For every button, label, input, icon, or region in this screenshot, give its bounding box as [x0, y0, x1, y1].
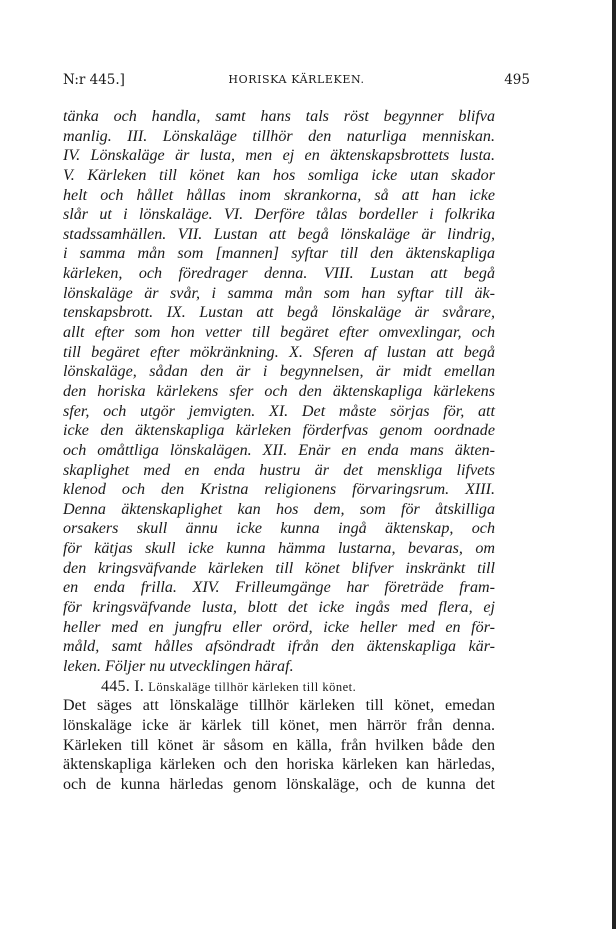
section-number: 445. — [101, 677, 130, 695]
text-line: heller med en jungfru eller orörd, icke heller med en för- — [63, 618, 495, 636]
text-line: Denna äktenskaplighet kan hos dem, som för åtskilliga — [63, 500, 495, 518]
section-title: Lönskaläge tillhör kärleken till könet. — [148, 679, 357, 694]
text-line: allt efter som hon vetter till begäret efter omvexlingar, och — [63, 324, 495, 342]
text-line: för kätjas skull icke kunna hämma lustarna, bevaras, om — [63, 540, 495, 558]
text-line: manlig. III. Lönskaläge tillhör den naturliga menniskan. — [63, 127, 495, 145]
text-line: i samma mån som [mannen] syftar till den äktenskapliga — [63, 245, 495, 263]
text-line: IV. Lönskaläge är lusta, men ej en äktenskapsbrottets lusta. — [63, 147, 495, 165]
page-number: 495 — [504, 72, 530, 88]
body-line: och de kunna härledas genom lönskaläge, och de kunna det — [63, 775, 495, 793]
section-number-label: N:r 445.] — [63, 72, 125, 88]
text-line: till begäret efter mökränkning. X. Sferen af lustan att begå — [63, 343, 495, 361]
body-line: äktenskapliga kärleken och den horiska kärleken kan härledas, — [63, 756, 495, 774]
text-line: och omåttliga lönskalägen. XII. Enär en enda mans äkten- — [63, 441, 495, 459]
text-line: klenod och den Kristna religionens förvaringsrum. XIII. — [63, 481, 495, 499]
text-line: för kringsväfvande lusta, blott det icke ingås med flera, ej — [63, 599, 495, 617]
text-line: lönskaläge är svår, i samma mån som han syftar till äk- — [63, 284, 495, 302]
text-line: kärleken, och föredrager denna. VIII. Lustan att begå — [63, 265, 495, 283]
text-line: icke den äktenskapliga kärleken förderfvas genom oordnade — [63, 422, 495, 440]
section-roman: I. — [134, 677, 144, 695]
text-line: stadssamhällen. VII. Lustan att begå lönskaläge är lindrig, — [63, 225, 495, 243]
text-line: tenskapsbrott. IX. Lustan att begå lönskaläge är svårare, — [63, 304, 495, 322]
text-line: skaplighet med en enda hustru är det menskliga lifvets — [63, 461, 495, 479]
italic-summary — [63, 107, 495, 677]
text-line: sfer, och utgör jemvigten. XI. Det måste sörjas för, att — [63, 402, 495, 420]
running-title: HORISKA KÄRLEKEN. — [228, 73, 365, 86]
text-line: måld, samt hålles afsöndradt ifrån den äktenskapliga kär- — [63, 638, 495, 656]
page-edge — [612, 0, 616, 929]
section-heading — [63, 677, 495, 697]
text-line: lönskaläge, sådan den är i begynnelsen, är midt emellan — [63, 363, 495, 381]
body-line: Kärleken till könet är såsom en källa, från hvilken både den — [63, 736, 495, 754]
text-line: slår ut i lönskaläge. VI. Derföre tålas bordeller i folkrika — [63, 206, 495, 224]
text-line: den kringsväfvande kärleken till könet blifver inskränkt till — [63, 559, 495, 577]
page-body — [63, 107, 495, 794]
text-line: leken. Följer nu utvecklingen häraf. — [63, 657, 294, 675]
text-line: en enda frilla. XIV. Frilleumgänge har företräde fram- — [63, 579, 495, 597]
body-line: Det säges att lönskaläge tillhör kärleken till könet, emedan — [63, 697, 495, 715]
text-line: helt och hållet hållas inom skrankorna, så att han icke — [63, 186, 495, 204]
text-line: orsakers skull ännu icke kunna ingå äktenskap, och — [63, 520, 495, 538]
text-line: tänka och handla, samt hans tals röst begynner blifva — [63, 108, 495, 125]
running-header — [63, 72, 530, 94]
body-line: lönskaläge icke är kärlek till könet, men härrör från denna. — [63, 716, 495, 734]
text-line: den horiska kärlekens sfer och den äktenskapliga kärlekens — [63, 382, 495, 400]
text-line: V. Kärleken till könet kan hos somliga icke utan skador — [63, 166, 495, 184]
